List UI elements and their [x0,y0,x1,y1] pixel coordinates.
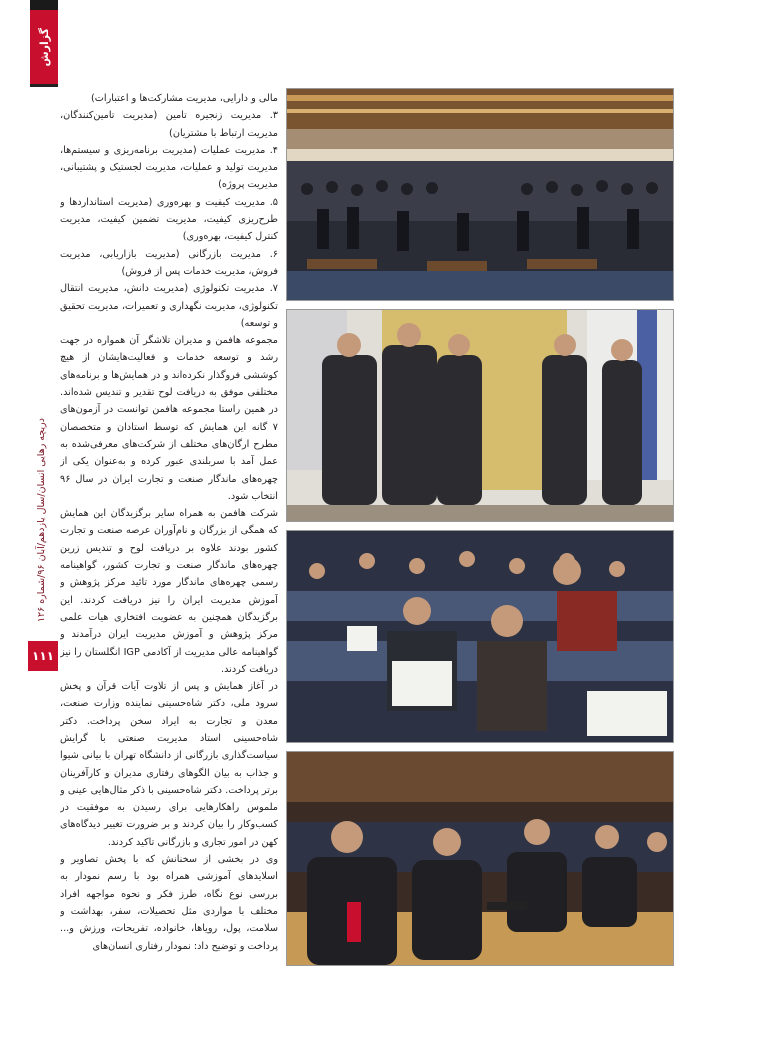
paragraph: ۵. مدیریت کیفیت و بهره‌وری (مدیریت استانداردها و طرح‌ریزی کیفیت، مدیریت تضمین کیفیت، مدیریت کنترل کیفیت، بهره‌وری) [60,196,278,243]
paragraph: ۷. مدیریت تکنولوژی (مدیریت دانش، مدیریت انتقال تکنولوژی، مدیریت نگهداری و تعمیرات، مدیریت تحقیق و توسعه) [60,283,278,329]
photo-award-group [286,309,674,522]
section-label: گزارش [37,27,51,67]
article-column [60,90,278,970]
paragraph: ۶. مدیریت بازرگانی (مدیریت بازاریابی، مدیریت فروش، مدیریت خدمات پس از فروش) [60,248,278,277]
photo-conference-hall [286,88,674,301]
paragraph: ۳. مدیریت زنجیره تامین (مدیریت تامین‌کنندگان، مدیریت ارتباط با مشتریان) [60,110,278,139]
page-number: ۱۱۱ [28,641,58,671]
paragraph: در آغاز همایش و پس از تلاوت آیات قرآن و پخش سرود ملی، دکتر شاه‌حسینی نماینده وزارت صنعت، معدن و تجارت به ایراد سخن پرداخت. دکتر شاه‌حسینی استاد مدیریت صنعتی با گرایش سیاست‌گذاری بازرگانی از دانشگاه تهران با بیانی شیوا و جذاب به بیان الگوهای رفتاری مدیران و کارآفرینان برتر پرداخت. دکتر شاه‌حسینی با ذکر مثال‌هایی عینی و ملموس راهکارهایی برای رسیدن به موفقیت در کسب‌وکار را بیان کردند و بر ضرورت تغییر دیدگاه‌های کهن در امور تجاری و بازرگانی تاکید کردند. [60,681,278,848]
photo-seated-attendees [286,530,674,743]
paragraph: شرکت هافمن به همراه سایر برگزیدگان این همایش که همگی از بزرگان و نام‌آوران عرصه صنعت و تجارت کشور بودند علاوه بر دریافت لوح و تندیس زرین چهره‌های ماندگار صنعت و تجارت کشور، گواهینامه رسمی چهره‌های ماندگار مورد تائید مرکز پژوهش و آموزش مدیریت ایران را نیز دریافت کردند. این برگزیدگان همچنین به عضویت افتخاری هیات علمی مرکز پژوهش و آموزش مدیریت ایران درآمدند و گواهینامه عالی مدیریت از آکادمی IGP انگلستان را نیز دریافت کردند. [60,508,278,675]
running-head-text: دریچه رهایی انسان/سال یازدهم/آبان ۹۶/شماره ۱۲۶ [35,417,47,623]
paragraph: وی در بخشی از سخنانش که با پخش تصاویر و اسلایدهای آموزشی همراه بود با رسم نمودار به بررسی نوع نگاه، طرز فکر و نحوه مواجهه افراد مختلف با مواردی مثل تحصیلات، سفر، بهداشت و سلامت، پول، رویاها، خانواده، تفریحات، ورزش و... پرداخت و توضیح داد: نمودار رفتاری انسان‌های [60,854,278,952]
photo-front-row [286,751,674,966]
header-strip [30,0,58,10]
section-tab [30,10,58,87]
paragraph: مجموعه هافمن و مدیران تلاشگر آن همواره در جهت رشد و توسعه خدمات و فعالیت‌هایشان از هیچ کوششی فروگذار نکرده‌اند و در همایش‌ها و برنامه‌های مختلفی موفق به دریافت لوح تقدیر و تندیس شده‌اند. در همین راستا مجموعه هافمن توانست در آزمون‌های ۷ گانه این همایش که توسط استادان و متخصصان مطرح ارگان‌های مختلف از شرکت‌های معرفی‌شده به عمل آمد با سربلندی عبور کرده و به‌عنوان یکی از چهره‌های ماندگار صنعت و تجارت ایران در سال ۹۶ انتخاب شود. [60,335,278,502]
paragraph: مالی و دارایی، مدیریت مشارکت‌ها و اعتبارات) [91,93,278,104]
paragraph: ۴. مدیریت عملیات (مدیریت برنامه‌ریزی و سیستم‌ها، مدیریت تولید و عملیات، مدیریت لجستیک و پشتیبانی، مدیریت پروژه) [60,144,278,191]
running-head [28,400,54,640]
